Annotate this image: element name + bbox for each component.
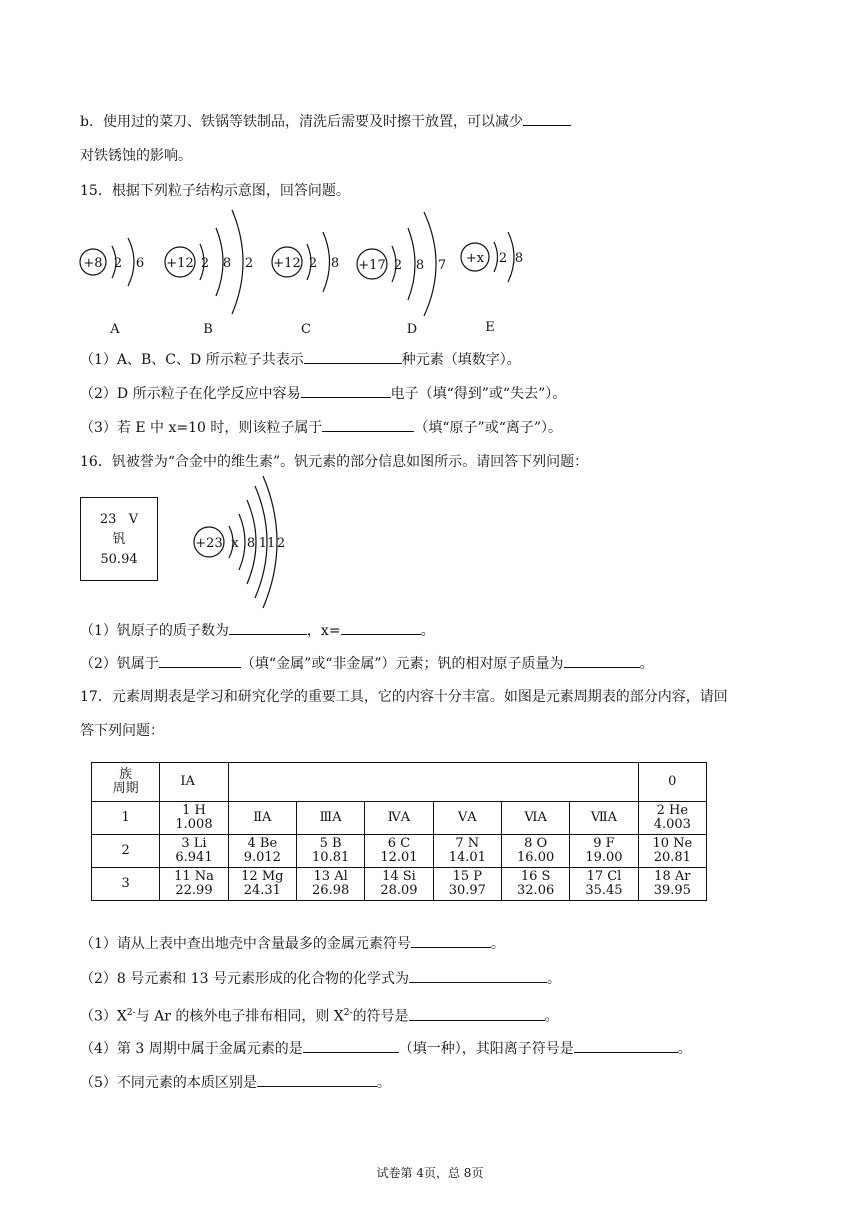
svg-text:8: 8 xyxy=(514,251,524,266)
svg-text:2: 2 xyxy=(308,256,318,271)
periodic-table xyxy=(91,762,707,901)
answer-blank[interactable] xyxy=(523,111,571,126)
svg-text:8: 8 xyxy=(246,536,256,551)
nucleus-label-a: +8 xyxy=(83,256,103,271)
answer-blank[interactable] xyxy=(304,349,402,364)
answer-blank[interactable] xyxy=(409,968,547,983)
q17-sub5: （5）不同元素的本质区别是 。 xyxy=(80,1072,391,1093)
answer-blank[interactable] xyxy=(303,1038,399,1053)
label-e: E xyxy=(485,320,495,335)
group-header: ⅠA xyxy=(160,763,228,802)
period-cell: 2 xyxy=(92,835,160,868)
answer-blank[interactable] xyxy=(159,653,241,668)
label-d: D xyxy=(406,322,418,337)
q17-stem-line2: 答下列问题： xyxy=(80,723,164,739)
svg-text:8: 8 xyxy=(222,256,232,271)
element-cell: 11 Na 22.99 xyxy=(160,868,228,901)
answer-blank[interactable] xyxy=(322,417,414,432)
svg-text:2: 2 xyxy=(200,256,210,271)
element-cell: 17 Cl 35.45 xyxy=(570,868,638,901)
element-cell: 10 Ne 20.81 xyxy=(638,835,706,868)
group-label-cell: ⅡA xyxy=(228,802,296,835)
q16-sub1: （1）钒原子的质子数为 ，x= 。 xyxy=(80,620,435,641)
svg-text:2: 2 xyxy=(393,258,403,273)
group-label-cell: ⅦA xyxy=(570,802,638,835)
svg-text:6: 6 xyxy=(135,256,145,271)
q16-sub2: （2）钒属于 （填“金属”或“非金属”）元素；钒的相对原子质量为 。 xyxy=(80,653,654,674)
q15-sub1: （1）A、B、C、D 所示粒子共表示 种元素（填数字）。 xyxy=(80,349,521,370)
group-label-cell: ⅥA xyxy=(501,802,569,835)
vanadium-atom-diagram xyxy=(185,470,305,610)
q17-sub2: （2）8 号元素和 13 号元素形成的化合物的化学式为 。 xyxy=(80,968,561,989)
answer-blank[interactable] xyxy=(229,620,307,635)
q17-sub4: （4）第 3 周期中属于金属元素的是 （填一种），其阳离子符号是 。 xyxy=(80,1038,692,1059)
answer-blank[interactable] xyxy=(574,1038,678,1053)
answer-blank[interactable] xyxy=(564,653,640,668)
element-cell: 2 He 4.003 xyxy=(638,802,706,835)
svg-text:2: 2 xyxy=(244,256,254,271)
answer-blank[interactable] xyxy=(301,383,391,398)
q17-sub3: $(3)X^{2-}$与 Ar 的核外电子排布相同，则 $X^{2-}$的符号是 。 xyxy=(80,1003,559,1027)
table-row xyxy=(92,835,707,868)
particle-diagrams xyxy=(70,200,550,340)
q16-stem: 16．钒被誉为“合金中的维生素”。钒元素的部分信息如图所示。请回答下列问题： xyxy=(80,454,589,470)
q15-stem: 15．根据下列粒子结构示意图，回答问题。 xyxy=(80,183,350,199)
svg-text:7: 7 xyxy=(437,258,447,273)
q17-sub1: （1）请从上表中查出地壳中含量最多的金属元素符号 。 xyxy=(80,933,505,954)
element-card-vanadium: 23 V 钒 50.94 xyxy=(80,497,158,581)
q15-sub2: （2）D 所示粒子在化学反应中容易 电子（填“得到”或“失去”）。 xyxy=(80,383,566,404)
svg-text:2: 2 xyxy=(276,536,286,551)
svg-text:x: x xyxy=(231,536,239,551)
svg-text:8: 8 xyxy=(415,258,425,273)
answer-blank[interactable] xyxy=(341,620,421,635)
period-cell: 1 xyxy=(92,802,160,835)
group-label-cell: ⅢA xyxy=(296,802,364,835)
group-header-blank xyxy=(228,763,638,802)
element-cell: 18 Ar 39.95 xyxy=(638,868,706,901)
svg-text:+17: +17 xyxy=(358,258,386,273)
answer-blank[interactable] xyxy=(411,933,491,948)
period-cell: 3 xyxy=(92,868,160,901)
svg-text:11: 11 xyxy=(258,536,276,551)
element-cell: 5 B 10.81 xyxy=(296,835,364,868)
answer-blank[interactable] xyxy=(257,1072,377,1087)
table-row xyxy=(92,868,707,901)
group-header: 0 xyxy=(638,763,706,802)
label-b: B xyxy=(203,322,213,337)
element-cell: 3 Li 6.941 xyxy=(160,835,228,868)
q14b-line1: b．使用过的菜刀、铁锅等铁制品，清洗后需要及时擦干放置，可以减少 xyxy=(80,111,571,132)
element-cell: 8 O 16.00 xyxy=(501,835,569,868)
q15-sub3: （3）若 E 中 x=10 时，则该粒子属于 （填“原子”或“离子”）。 xyxy=(80,417,562,438)
answer-blank[interactable] xyxy=(409,1006,545,1021)
svg-text:2: 2 xyxy=(498,251,508,266)
element-cell: 7 N 14.01 xyxy=(433,835,501,868)
group-label-cell: ⅣA xyxy=(365,802,433,835)
group-label-cell: ⅤA xyxy=(433,802,501,835)
svg-text:+23: +23 xyxy=(195,536,223,551)
element-cell: 6 C 12.01 xyxy=(365,835,433,868)
element-cell: 9 F 19.00 xyxy=(570,835,638,868)
label-c: C xyxy=(301,322,311,337)
corner-cell: 族 周期 xyxy=(92,763,160,802)
svg-text:+12: +12 xyxy=(273,256,301,271)
element-cell: 14 Si 28.09 xyxy=(365,868,433,901)
element-cell: 13 Al 26.98 xyxy=(296,868,364,901)
element-cell: 16 S 32.06 xyxy=(501,868,569,901)
label-a: A xyxy=(110,322,120,337)
table-header-row xyxy=(92,763,707,802)
svg-text:+x: +x xyxy=(465,251,485,266)
svg-text:+12: +12 xyxy=(166,256,194,271)
q14b-line2: 对铁锈蚀的影响。 xyxy=(80,148,192,164)
element-cell: 15 P 30.97 xyxy=(433,868,501,901)
svg-text:2: 2 xyxy=(113,256,123,271)
element-cell: 12 Mg 24.31 xyxy=(228,868,296,901)
page-footer: 试卷第 4页，总 8页 xyxy=(376,1166,484,1180)
table-row xyxy=(92,802,707,835)
q17-stem-line1: 17．元素周期表是学习和研究化学的重要工具，它的内容十分丰富。如图是元素周期表的部分内容，请回 xyxy=(80,689,728,705)
element-cell: 4 Be 9.012 xyxy=(228,835,296,868)
svg-text:8: 8 xyxy=(330,256,340,271)
element-cell: 1 H 1.008 xyxy=(160,802,228,835)
